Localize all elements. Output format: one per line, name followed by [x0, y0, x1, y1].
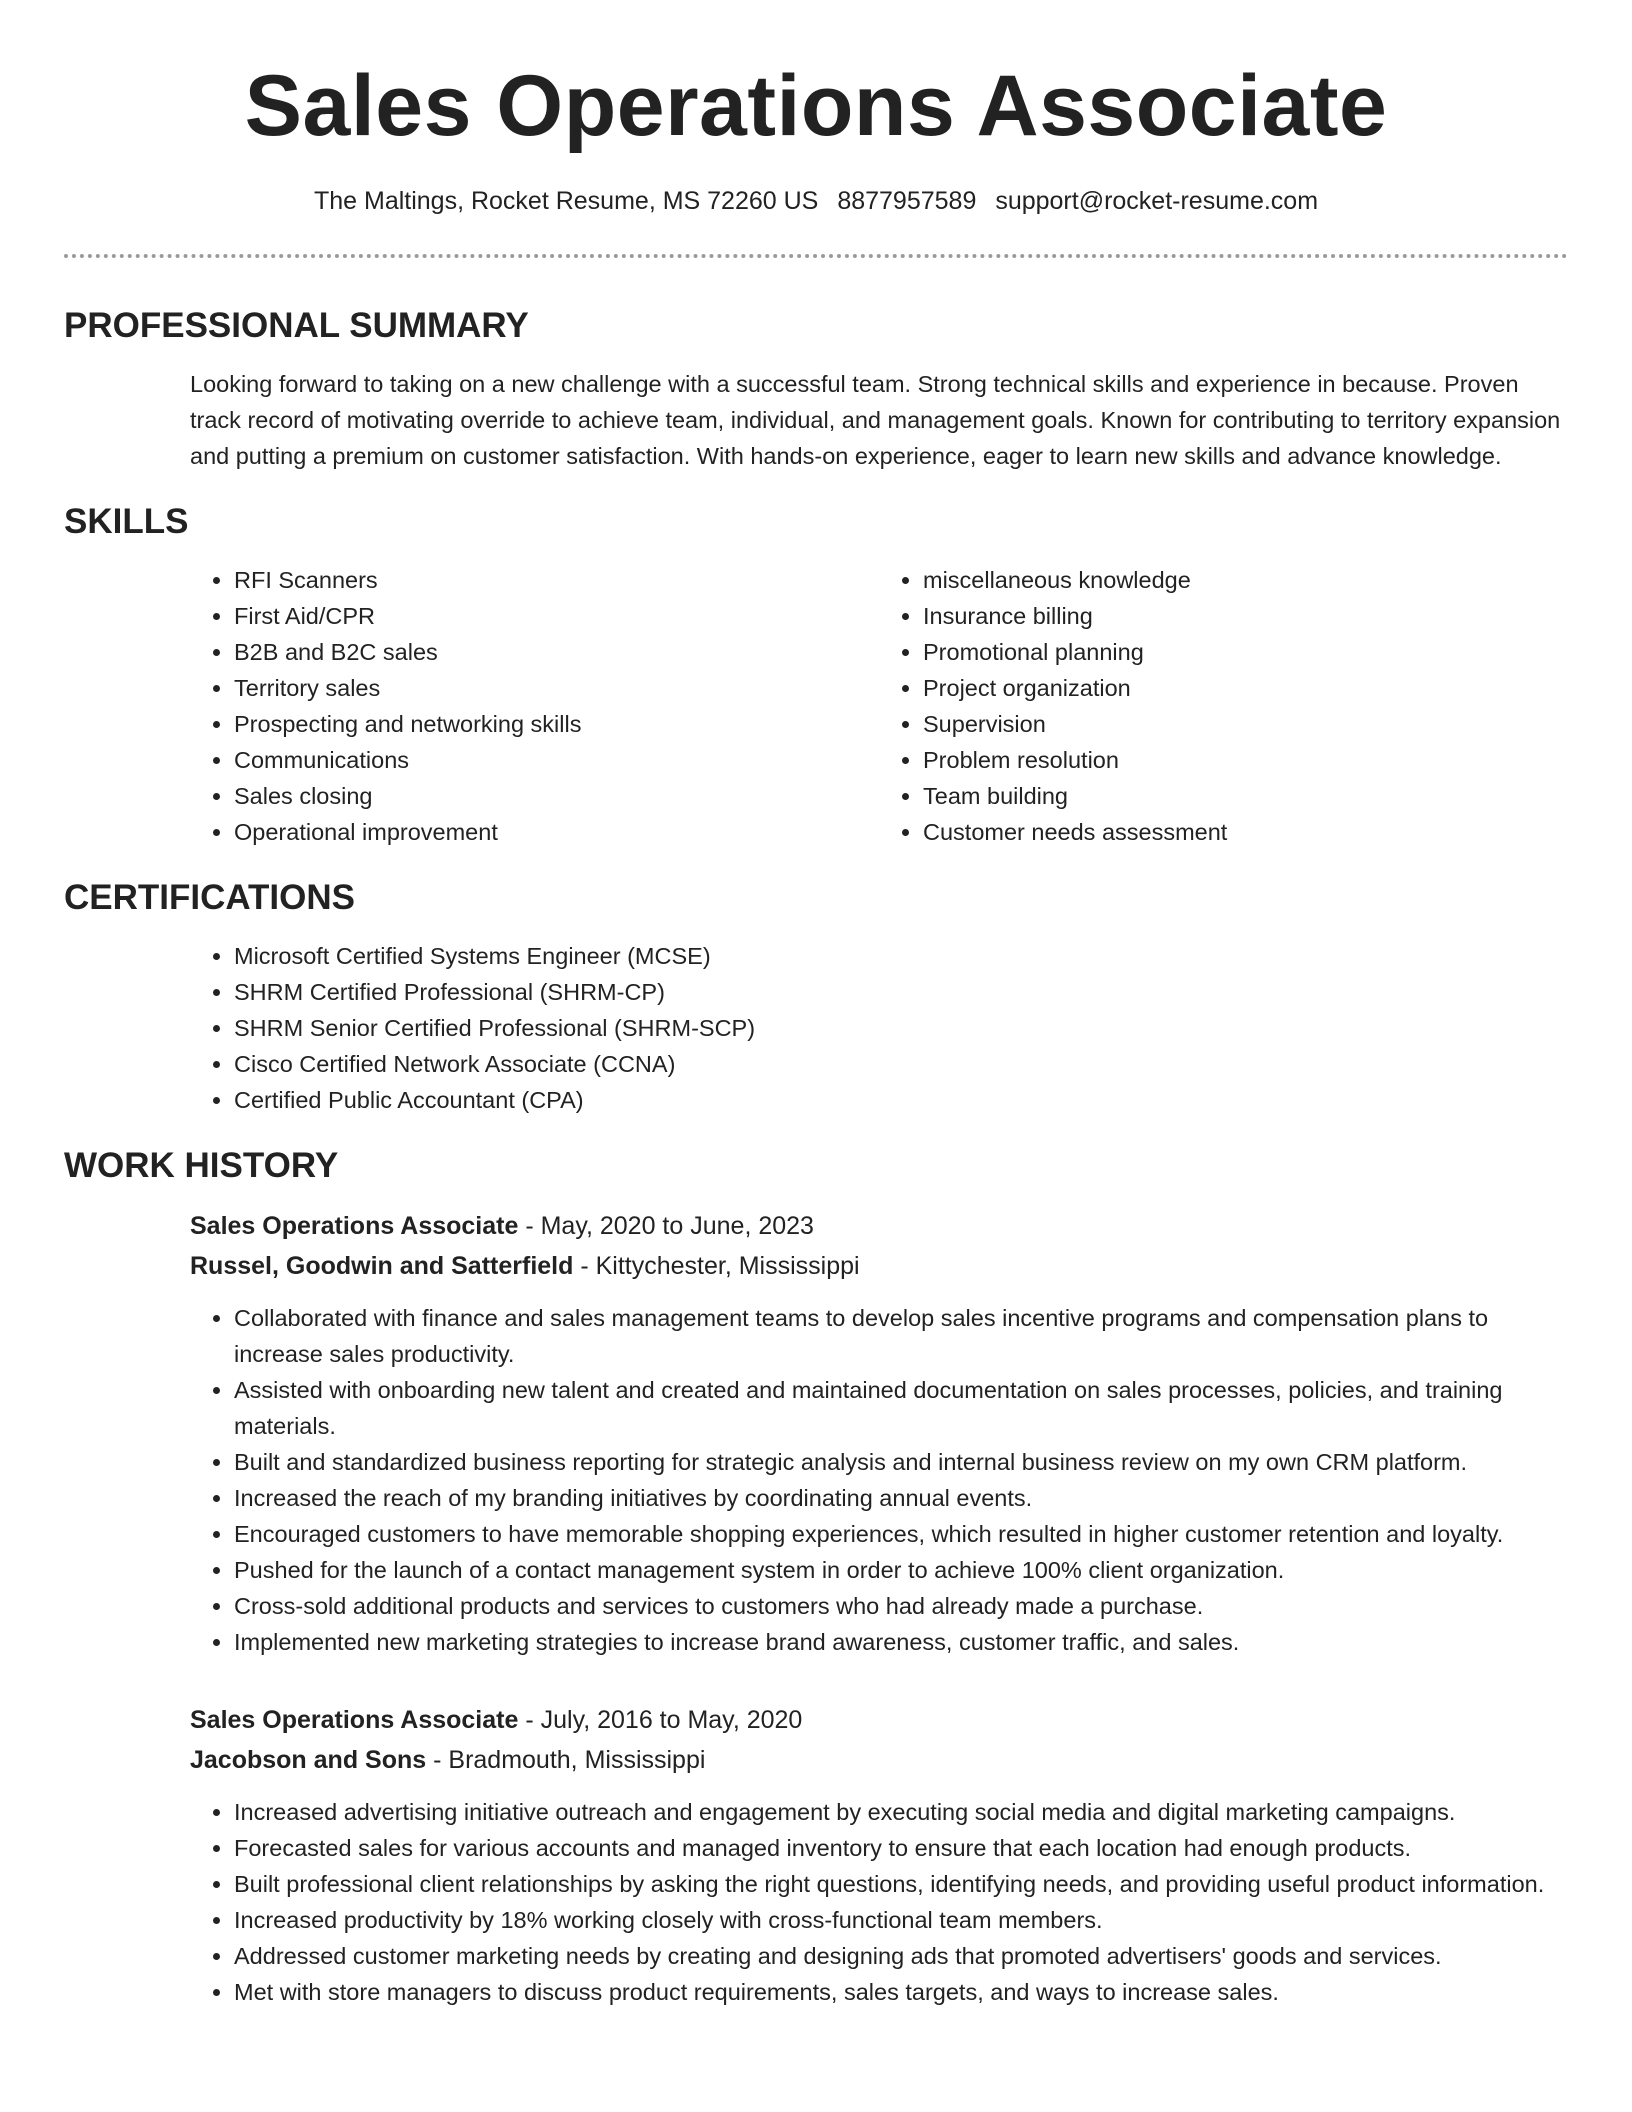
skill-item: • miscellaneous knowledge	[923, 562, 1568, 598]
contact-line	[64, 184, 1568, 218]
certifications-section	[64, 876, 1568, 1118]
skills-list-left	[190, 562, 879, 850]
job-location: - Bradmouth, Mississippi	[426, 1746, 706, 1774]
job-company-line	[190, 1246, 1568, 1286]
job-dates: - July, 2016 to May, 2020	[518, 1706, 803, 1734]
certifications-list	[190, 938, 1568, 1118]
contact-address: The Maltings, Rocket Resume, MS 72260 US	[313, 187, 819, 215]
skill-item: • Project organization	[923, 670, 1568, 706]
skill-item: • First Aid/CPR	[234, 598, 879, 634]
job-location: - Kittychester, Mississippi	[573, 1252, 860, 1280]
job-role: Sales Operations Associate	[190, 1212, 519, 1240]
certification-item: • SHRM Certified Professional (SHRM-CP)	[234, 974, 1568, 1010]
job-entry	[190, 1700, 1568, 2010]
job-bullet: • Built and standardized business reporting for strategic analysis and internal business review on my own CRM platform.	[234, 1444, 1568, 1480]
contact-phone: 8877957589	[837, 187, 977, 215]
job-bullet: • Built professional client relationships by asking the right questions, identifying needs, and providing useful product information.	[234, 1866, 1568, 1902]
certification-item: • Certified Public Accountant (CPA)	[234, 1082, 1568, 1118]
job-bullet: • Increased the reach of my branding initiatives by coordinating annual events.	[234, 1480, 1568, 1516]
certification-item: • SHRM Senior Certified Professional (SHRM-SCP)	[234, 1010, 1568, 1046]
job-bullets	[190, 1300, 1568, 1660]
summary-text: Looking forward to taking on a new challenge with a successful team. Strong technical skills and experience in because. Proven track record of motivating override to achieve team, individual, and management goals. Known for contributing to territory expansion and putting a premium on customer satisfaction. With hands-on experience, eager to learn new skills and advance knowledge.	[190, 371, 1561, 469]
job-bullet: • Increased productivity by 18% working closely with cross-functional team members.	[234, 1902, 1568, 1938]
job-bullet: • Increased advertising initiative outreach and engagement by executing social media and digital marketing campaigns.	[234, 1794, 1568, 1830]
skill-item: • B2B and B2C sales	[234, 634, 879, 670]
job-bullet: • Implemented new marketing strategies to increase brand awareness, customer traffic, and sales.	[234, 1624, 1568, 1660]
resume-header	[64, 0, 1568, 218]
skill-item: • Team building	[923, 778, 1568, 814]
job-bullet: • Assisted with onboarding new talent and created and maintained documentation on sales processes, policies, and training materials.	[234, 1372, 1568, 1444]
job-role: Sales Operations Associate	[190, 1706, 519, 1734]
candidate-name: Sales Operations Associate	[244, 58, 1388, 154]
job-bullet: • Pushed for the launch of a contact management system in order to achieve 100% client organization.	[234, 1552, 1568, 1588]
section-title-summary: PROFESSIONAL SUMMARY	[64, 306, 529, 345]
job-company-line	[190, 1740, 1568, 1780]
job-company: Jacobson and Sons	[190, 1746, 427, 1774]
skills-section	[64, 500, 1568, 850]
job-bullet: • Collaborated with finance and sales management teams to develop sales incentive programs and compensation plans to increase sales productivity.	[234, 1300, 1568, 1372]
skills-list-right	[879, 562, 1568, 850]
skill-item: • Territory sales	[234, 670, 879, 706]
job-bullet: • Addressed customer marketing needs by creating and designing ads that promoted advertisers' goods and services.	[234, 1938, 1568, 1974]
work-history-section	[64, 1144, 1568, 2010]
skill-item: • Insurance billing	[923, 598, 1568, 634]
job-bullet: • Forecasted sales for various accounts and managed inventory to ensure that each location had enough products.	[234, 1830, 1568, 1866]
certification-item: • Microsoft Certified Systems Engineer (MCSE)	[234, 938, 1568, 974]
job-bullet: • Met with store managers to discuss product requirements, sales targets, and ways to increase sales.	[234, 1974, 1568, 2010]
skill-item: • Communications	[234, 742, 879, 778]
skill-item: • Prospecting and networking skills	[234, 706, 879, 742]
contact-email: support@rocket-resume.com	[995, 187, 1319, 215]
skill-item: • RFI Scanners	[234, 562, 879, 598]
job-title-line	[190, 1700, 1568, 1740]
job-bullet: • Cross-sold additional products and services to customers who had already made a purchase.	[234, 1588, 1568, 1624]
skill-item: • Customer needs assessment	[923, 814, 1568, 850]
job-company: Russel, Goodwin and Satterfield	[190, 1252, 574, 1280]
skill-item: • Operational improvement	[234, 814, 879, 850]
job-bullets	[190, 1794, 1568, 2010]
header-divider	[64, 254, 1568, 258]
job-bullet: • Encouraged customers to have memorable shopping experiences, which resulted in higher customer retention and loyalty.	[234, 1516, 1568, 1552]
section-title-certifications: CERTIFICATIONS	[64, 878, 356, 917]
section-title-skills: SKILLS	[64, 502, 189, 541]
job-dates: - May, 2020 to June, 2023	[518, 1212, 814, 1240]
skill-item: • Supervision	[923, 706, 1568, 742]
certification-item: • Cisco Certified Network Associate (CCNA)	[234, 1046, 1568, 1082]
skill-item: • Promotional planning	[923, 634, 1568, 670]
section-title-work-history: WORK HISTORY	[64, 1146, 339, 1185]
job-title-line	[190, 1206, 1568, 1246]
professional-summary-section	[64, 304, 1568, 474]
skill-item: • Problem resolution	[923, 742, 1568, 778]
job-entry	[190, 1206, 1568, 1660]
skill-item: • Sales closing	[234, 778, 879, 814]
